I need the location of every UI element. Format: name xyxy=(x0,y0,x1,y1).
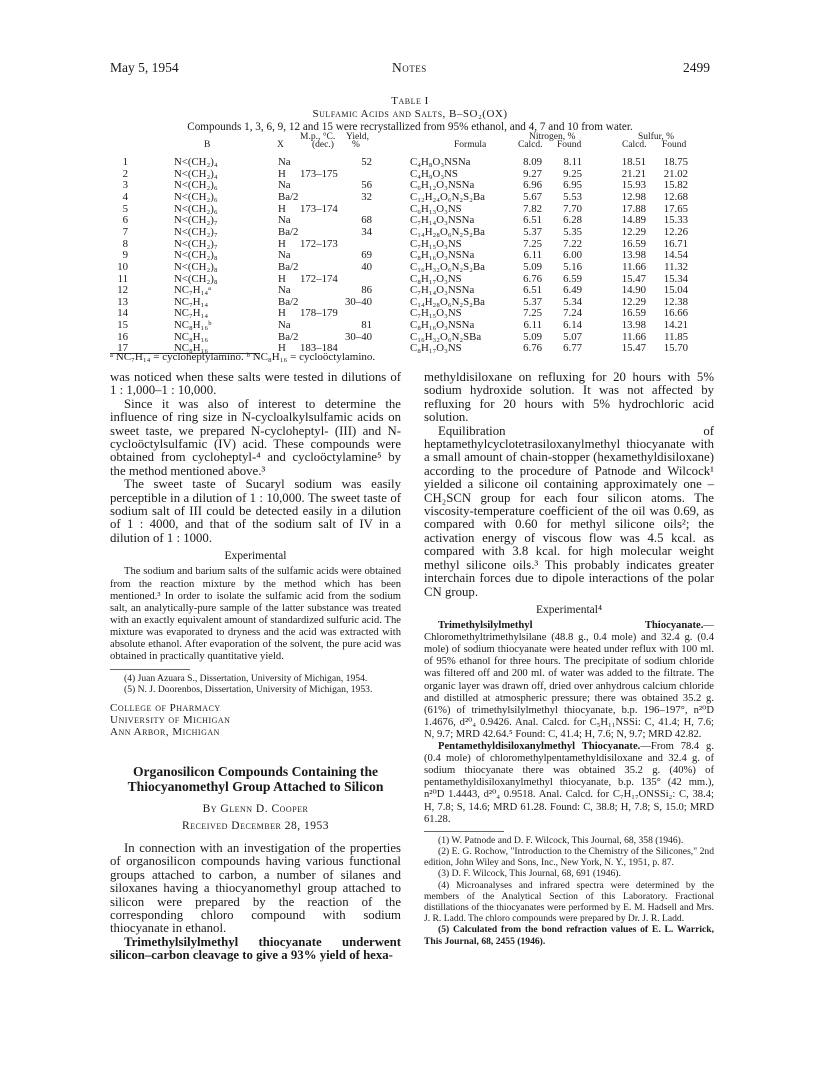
cell-b: N<(CH₂)₇ xyxy=(174,225,218,238)
cell-s-calcd: 12.98 xyxy=(621,190,646,203)
col-head-s-found: Found xyxy=(662,140,687,150)
cell-x: Ba/2 xyxy=(278,190,299,203)
cell-x: Na xyxy=(278,214,291,227)
col-head-yield-unit: % xyxy=(352,140,360,150)
cell-formula: C₁₄H₂₈O₆N₂S₂Ba xyxy=(410,295,485,308)
cell-x: Na xyxy=(278,284,291,297)
left-paragraph-2: Since it was also of interest to determine the influence of ring size in N-cycloalkylsulfamic acids on sweet taste, we prepared N-cycloheptyl- (III) and N-cycloöctylsulfamic (IV) acid. These compounds were obtained from cycloheptyl-⁴ and cycloöctylamine⁵ by the method mentioned above.³ xyxy=(110,396,401,478)
header-date: May 5, 1954 xyxy=(110,60,179,75)
cell-b: N<(CH₂)₇ xyxy=(174,214,218,227)
cell-yield: 32 xyxy=(361,190,372,203)
cell-n-found: 9.25 xyxy=(563,167,582,180)
cell-n-found: 6.28 xyxy=(563,214,582,227)
cell-s-found: 15.70 xyxy=(663,342,688,355)
cell-s-found: 18.75 xyxy=(663,156,688,168)
cell-x: Ba/2 xyxy=(278,330,299,343)
cell-mp: 183–184 xyxy=(300,342,338,355)
cell-s-calcd: 15.93 xyxy=(621,179,646,192)
right-experimental-heading: Experimental⁴ xyxy=(536,603,602,616)
cell-n-found: 6.14 xyxy=(563,319,582,332)
cell-s-found: 15.33 xyxy=(663,214,688,227)
cell-no: 1 xyxy=(122,156,128,168)
cell-s-found: 21.02 xyxy=(663,167,688,180)
cell-x: Na xyxy=(278,319,291,332)
cell-b: NC₇H₁₄ xyxy=(174,295,209,308)
cell-n-found: 6.59 xyxy=(563,272,582,285)
left-paragraph-1: was noticed when these salts were tested in dilutions of 1 : 1,000–1 : 10,000. xyxy=(110,370,401,398)
cell-x: Ba/2 xyxy=(278,225,299,238)
article-intro: In connection with an investigation of the properties of organosilicon compounds having various functional groups attached to carbon, a number of silanes and siloxanes having a thiocyanomethyl group attached to silicon were prepared by the reaction of the corresponding chloro compound with sodium thiocyanate in ethanol. xyxy=(110,841,401,936)
left-experimental-heading: Experimental xyxy=(224,550,287,563)
cell-b: N<(CH₂)₈ xyxy=(174,260,218,273)
compound-2-title: Pentamethyldisiloxanylmethyl Thiocyanate. xyxy=(438,741,641,753)
cell-formula: C₈H₁₇O₃NS xyxy=(410,342,462,355)
cell-n-calcd: 6.11 xyxy=(523,249,542,262)
cell-n-calcd: 6.11 xyxy=(523,319,542,332)
cell-s-found: 12.38 xyxy=(663,295,688,308)
cell-b: NC₇H₁₄ᵃ xyxy=(174,284,212,297)
cell-s-calcd: 16.59 xyxy=(621,307,646,320)
cell-n-found: 5.07 xyxy=(563,330,582,343)
cell-s-found: 11.85 xyxy=(664,330,688,343)
cell-yield: 30–40 xyxy=(345,330,372,343)
table-caption: Compounds 1, 3, 6, 9, 12 and 15 were recrystallized from 95% ethanol, and 4, 7 and 10 from water. xyxy=(187,121,633,133)
cell-yield: 68 xyxy=(361,214,372,227)
cell-yield: 86 xyxy=(361,284,372,297)
cell-no: 3 xyxy=(122,179,128,192)
table-footnote: ᵃ NC₇H₁₄ = cycloheptylamino. ᵇ NC₈H₁₆ = cycloöctylamino. xyxy=(110,351,376,363)
col-head-s-calcd: Calcd. xyxy=(622,140,647,150)
cell-s-calcd: 18.51 xyxy=(621,156,646,168)
cell-formula: C₆H₁₃O₃NS xyxy=(410,202,462,215)
cell-formula: C₄H₈O₃NSNa xyxy=(410,156,471,168)
cell-formula: C₈H₁₆O₃NSNa xyxy=(410,249,475,262)
col-head-nitrogen: Nitrogen, % xyxy=(529,132,576,142)
cell-s-found: 15.34 xyxy=(663,272,688,285)
article-received: Received December 28, 1953 xyxy=(182,819,329,832)
cell-formula: C₇H₁₅O₃NS xyxy=(410,307,462,320)
cell-b: NC₇H₁₄ xyxy=(174,307,209,320)
footnote-rule-right xyxy=(424,831,504,832)
cell-no: 5 xyxy=(122,202,128,215)
col-head-yield: Yield, xyxy=(346,132,369,142)
right-column xyxy=(424,371,714,947)
cell-s-found: 14.54 xyxy=(663,249,688,262)
cell-x: H xyxy=(278,167,286,180)
cell-s-calcd: 11.66 xyxy=(622,260,646,273)
cell-s-calcd: 14.90 xyxy=(621,284,646,297)
cell-b: N<(CH₂)₄ xyxy=(174,167,218,180)
cell-b: N<(CH₂)₈ xyxy=(174,249,218,262)
col-head-x: X xyxy=(277,140,284,150)
right-footnote-4: (4) Microanalyses and infrared spectra were determined by the members of the Analytical Section of this Laboratory. Fractional distillations of the thiocyanates were performed by E. M. Hadsell and Mrs. J. R. Ladd. The chloro compounds were prepared by Dr. J. R. Ladd. xyxy=(424,879,714,925)
cell-formula: C₁₆H₃₂O₆N₂SBa xyxy=(410,330,482,343)
cell-s-found: 16.71 xyxy=(663,237,688,250)
article-byline: By Glenn D. Cooper xyxy=(202,802,309,815)
cell-mp: 173–175 xyxy=(300,167,338,180)
cell-s-calcd: 15.47 xyxy=(621,272,646,285)
cell-n-calcd: 7.82 xyxy=(523,202,542,215)
compound-2-text: —From 78.4 g. (0.4 mole) of chloromethylpentamethyldisiloxane and 32.4 g. of sodium thiocyanate there was obtained 35.2 g. (40%) of pentamethyldisiloxanylmethyl thiocyanate, b.p. 135° (42 mm.), n²⁰D 1.4443, d²⁰₄ 0.9518. Anal. Calcd. for C₇H₁₇ONSSi₂: C, 38.4; H, 7.8; S, 14.6; MRD 61.28. Found: C, 38.8; H, 7.8; S, 15.0; MRD 61.28. xyxy=(424,741,714,825)
affiliation-line-1: College of Pharmacy xyxy=(110,701,221,714)
cell-no: 16 xyxy=(117,330,128,343)
cell-x: H xyxy=(278,342,286,355)
cell-no: 10 xyxy=(117,260,128,273)
cell-no: 4 xyxy=(122,190,128,203)
cell-no: 11 xyxy=(117,272,128,285)
right-footnote-1: (1) W. Patnode and D. F. Wilcock, This Journal, 68, 358 (1946). xyxy=(438,834,684,846)
cell-n-found: 5.16 xyxy=(563,260,582,273)
cell-n-calcd: 5.67 xyxy=(523,190,542,203)
cell-b: N<(CH₂)₆ xyxy=(174,202,218,215)
compound-1-text: —Chloromethyltrimethylsilane (48.8 g., 0.4 mole) and 32.4 g. (0.4 mole) of sodium thiocyanate were heated under reflux with 100 ml. of 95% ethanol for three hours. The precipitate of sodium chloride was filtered off and 200 ml. of water was added to the filtrate. The organic layer was drawn off, dried over anhydrous calcium chloride and distilled at atmospheric pressure; there was obtained 35.2 g. (61%) of trimethylsilylmethyl thiocyanate, b.p. 196–197°, n²⁰D 1.4676, d²⁰₄ 0.9426. Anal. Calcd. for C₅H₁₁NSSi: C, 41.4; H, 7.6; N, 9.7; MRD 42.64.⁵ Found: C, 41.4; H, 7.6; N, 9.7; MRD 42.82. xyxy=(424,620,714,740)
left-footnote-5: (5) N. J. Doorenbos, Dissertation, University of Michigan, 1953. xyxy=(124,684,373,696)
cell-s-calcd: 12.29 xyxy=(621,225,646,238)
cell-formula: C₇H₁₄O₃NSNa xyxy=(410,214,475,227)
table-title: Table I xyxy=(391,95,429,107)
cell-b: NC₈H₁₆ xyxy=(174,330,209,343)
cell-s-calcd: 13.98 xyxy=(621,319,646,332)
cell-s-found: 11.32 xyxy=(664,260,688,273)
cell-b: N<(CH₂)₆ xyxy=(174,190,218,203)
cell-n-found: 7.22 xyxy=(563,237,582,250)
cell-x: H xyxy=(278,307,286,320)
cell-mp: 173–174 xyxy=(300,202,338,215)
cell-formula: C₄H₉O₃NS xyxy=(410,167,458,180)
cell-s-found: 12.26 xyxy=(663,225,688,238)
cell-s-calcd: 15.47 xyxy=(621,342,646,355)
cell-n-found: 8.11 xyxy=(563,156,582,168)
cell-b: N<(CH₂)₇ xyxy=(174,237,218,250)
cell-formula: C₆H₁₂O₃NSNa xyxy=(410,179,475,192)
cell-n-calcd: 7.25 xyxy=(523,307,542,320)
cell-s-calcd: 16.59 xyxy=(621,237,646,250)
cell-x: H xyxy=(278,202,286,215)
cell-yield: 52 xyxy=(361,156,372,168)
cell-b: N<(CH₂)₈ xyxy=(174,272,218,285)
cell-n-found: 6.00 xyxy=(563,249,582,262)
cell-no: 15 xyxy=(117,319,128,332)
cell-yield: 40 xyxy=(361,260,372,273)
running-header xyxy=(110,60,710,78)
cell-yield: 30–40 xyxy=(345,295,372,308)
cell-no: 2 xyxy=(122,167,128,180)
cell-s-found: 15.82 xyxy=(663,179,688,192)
header-page-number: 2499 xyxy=(683,60,710,75)
cell-b: NC₈H₁₆ᵇ xyxy=(174,319,212,332)
cell-n-calcd: 6.76 xyxy=(523,272,542,285)
right-footnote-2: (2) E. G. Rochow, "Introduction to the Chemistry of the Silicones," 2nd edition, John Wiley and Sons, Inc., New York, N. Y., 1951, p. 87. xyxy=(424,845,714,869)
cell-x: H xyxy=(278,272,286,285)
cell-s-calcd: 21.21 xyxy=(621,167,646,180)
cell-no: 13 xyxy=(117,295,128,308)
cell-n-calcd: 6.51 xyxy=(523,214,542,227)
cell-yield: 34 xyxy=(361,225,372,238)
cell-x: H xyxy=(278,237,286,250)
cell-n-calcd: 7.25 xyxy=(523,237,542,250)
cell-mp: 172–174 xyxy=(300,272,338,285)
cell-formula: C₈H₁₇O₃NS xyxy=(410,272,462,285)
table-subtitle: Sulfamic Acids and Salts, B–SO₂(OX) xyxy=(312,108,508,120)
affiliation-line-3: Ann Arbor, Michigan xyxy=(110,725,220,738)
cell-n-calcd: 5.37 xyxy=(523,295,542,308)
left-experimental-text: The sodium and barium salts of the sulfamic acids were obtained from the reaction mixture by the method which has been mentioned.³ In order to isolate the sulfamic acid from the sodium salt, an analytically-pure sample of the latter substance was treated with an exactly equivalent amount of standardized sulfuric acid. The mixture was evaporated to dryness and the acid was extracted with absolute ethanol. After evaporation of the solvent, the pure acid was obtained in practically quantitative yield. xyxy=(110,566,401,663)
right-paragraph-1: methyldisiloxane on refluxing for 20 hours with 5% sodium hydroxide solution. It was not affected by refluxing for 20 hours with 5% hydrochloric acid solution. xyxy=(424,370,714,425)
cell-n-calcd: 6.51 xyxy=(523,284,542,297)
cell-s-calcd: 13.98 xyxy=(621,249,646,262)
cell-mp: 178–179 xyxy=(300,307,338,320)
cell-s-found: 17.65 xyxy=(663,202,688,215)
cell-n-found: 7.70 xyxy=(563,202,582,215)
header-section: Notes xyxy=(392,60,427,75)
cell-no: 14 xyxy=(117,307,128,320)
cell-formula: C₁₂H₂₄O₆N₂S₂Ba xyxy=(410,190,485,203)
cell-b: N<(CH₂)₆ xyxy=(174,179,218,192)
cell-formula: C₇H₁₄O₃NSNa xyxy=(410,284,475,297)
cell-no: 12 xyxy=(117,284,128,297)
cell-s-found: 16.66 xyxy=(663,307,688,320)
cell-yield: 56 xyxy=(361,179,372,192)
col-head-b: B xyxy=(204,140,211,150)
left-column xyxy=(110,371,401,963)
left-footnote-4: (4) Juan Azuara S., Dissertation, University of Michigan, 1954. xyxy=(124,673,368,685)
cell-n-found: 6.95 xyxy=(563,179,582,192)
col-head-formula: Formula xyxy=(454,140,487,150)
cell-mp: 172–173 xyxy=(300,237,338,250)
cell-b: N<(CH₂)₄ xyxy=(174,156,218,168)
cell-no: 6 xyxy=(122,214,128,227)
cell-yield: 69 xyxy=(361,249,372,262)
cell-x: Ba/2 xyxy=(278,295,299,308)
cell-formula: C₁₄H₂₈O₆N₂S₂Ba xyxy=(410,225,485,238)
cell-b: NC₈H₁₆ xyxy=(174,342,209,355)
affiliation-line-2: University of Michigan xyxy=(110,713,231,726)
col-head-mp-dec: (dec.) xyxy=(312,140,334,150)
cell-n-calcd: 5.37 xyxy=(523,225,542,238)
cell-n-found: 6.49 xyxy=(563,284,582,297)
cell-n-calcd: 5.09 xyxy=(523,260,542,273)
cell-no: 7 xyxy=(122,225,128,238)
cell-no: 9 xyxy=(122,249,128,262)
cell-s-found: 12.68 xyxy=(663,190,688,203)
cell-s-found: 14.21 xyxy=(663,319,688,332)
cell-yield: 81 xyxy=(361,319,372,332)
cell-n-calcd: 6.96 xyxy=(523,179,542,192)
cell-s-calcd: 12.29 xyxy=(621,295,646,308)
cell-n-found: 5.53 xyxy=(563,190,582,203)
cell-s-calcd: 14.89 xyxy=(621,214,646,227)
cell-n-calcd: 9.27 xyxy=(523,167,542,180)
data-table-body xyxy=(110,146,710,355)
cell-n-calcd: 6.76 xyxy=(523,342,542,355)
article-title: Organosilicon Compounds Containing the Thiocyanomethyl Group Attached to Silicon xyxy=(127,763,384,794)
col-head-n-found: Found xyxy=(557,140,582,150)
cell-x: Na xyxy=(278,249,291,262)
cell-s-calcd: 11.66 xyxy=(622,330,646,343)
cell-s-found: 15.04 xyxy=(663,284,688,297)
cell-n-found: 7.24 xyxy=(563,307,582,320)
right-footnote-5: (5) Calculated from the bond refraction values of E. L. Warrick, This Journal, 68, 2455 (1946). xyxy=(424,924,714,947)
cell-formula: C₇H₁₅O₃NS xyxy=(410,237,462,250)
right-footnote-3: (3) D. F. Wilcock, This Journal, 68, 691 (1946). xyxy=(438,868,621,880)
cell-x: Ba/2 xyxy=(278,260,299,273)
cell-x: Na xyxy=(278,156,291,168)
left-paragraph-3: The sweet taste of Sucaryl sodium was easily perceptible in a dilution of 1 : 10,000. The sweet taste of sodium salt of III could be detected easily in a dilution of 1 : 4000, and that of the sodium salt of IV in a dilution of 1 : 1000. xyxy=(110,477,401,545)
cell-n-found: 5.34 xyxy=(563,295,582,308)
cell-formula: C₈H₁₆O₃NSNa xyxy=(410,319,475,332)
cell-n-found: 6.77 xyxy=(563,342,582,355)
col-head-sulfur: Sulfur, % xyxy=(638,132,675,142)
cell-n-calcd: 8.09 xyxy=(523,156,542,168)
cell-s-calcd: 17.88 xyxy=(621,202,646,215)
compound-1-title: Trimethylsilylmethyl Thiocyanate. xyxy=(438,620,704,632)
cell-n-found: 5.35 xyxy=(563,225,582,238)
right-paragraph-2: Equilibration of heptamethylcyclotetrasiloxanylmethyl thiocyanate with a small amount of chain-stopper (hexamethyldisiloxane) according to the procedure of Patnode and Wilcock¹ yielded a silicone oil containing approximately one –CH₂SCN group for each four silicon atoms. The viscosity-temperature coefficient of the oil was 0.69, as compared with 0.60 for methyl silicone oils²; the activation energy of viscous flow was 4.5 kcal. as compared with 3.8 kcal. for high molecular weight methyl silicone oils.³ This probably indicates greater interchain forces due to dipole interactions of the polar CN group. xyxy=(424,423,714,599)
cell-no: 17 xyxy=(117,342,128,355)
cell-formula: C₁₆H₃₂O₆N₂S₂Ba xyxy=(410,260,485,273)
cell-n-calcd: 5.09 xyxy=(523,330,542,343)
col-head-mp: M.p., °C. xyxy=(300,132,336,142)
cell-x: Na xyxy=(278,179,291,192)
cell-no: 8 xyxy=(122,237,128,250)
article-intro-2: Trimethylsilylmethyl thiocyanate underwent silicon–carbon cleavage to give a 93% yield of hexa- xyxy=(110,934,401,963)
footnote-rule xyxy=(110,669,190,670)
col-head-n-calcd: Calcd. xyxy=(518,140,543,150)
